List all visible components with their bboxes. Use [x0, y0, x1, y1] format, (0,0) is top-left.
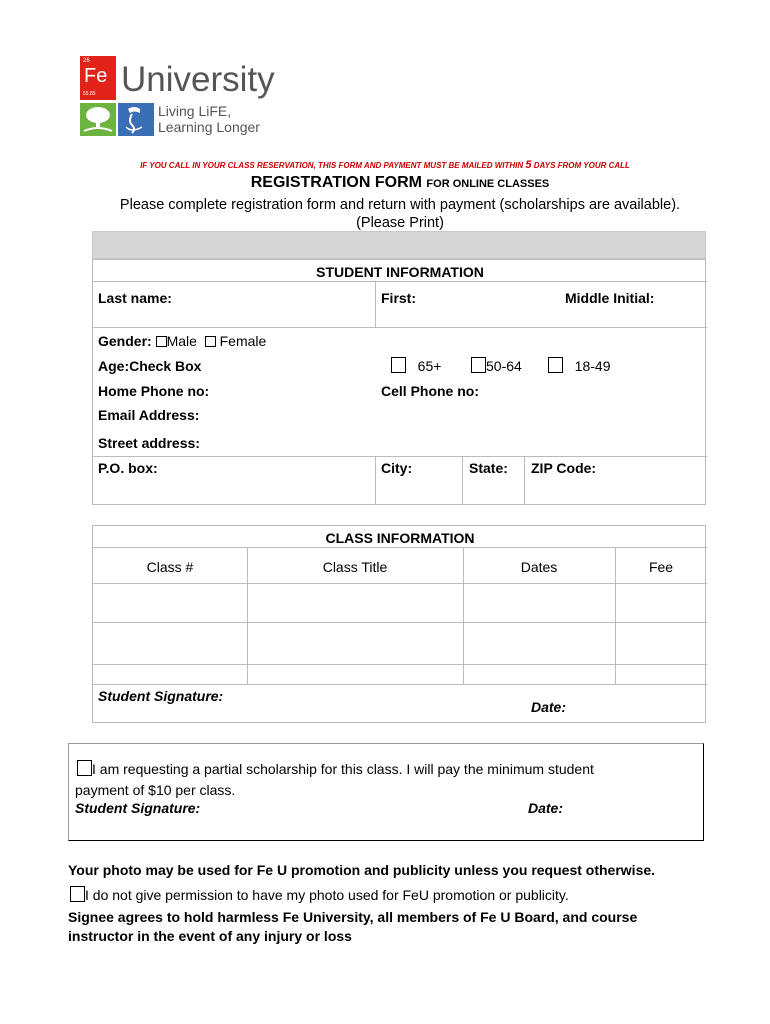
photo-optout-label: I do not give permission to have my photo used for FeU promotion or publicity.	[85, 887, 569, 903]
notice-part-1: IF YOU CALL IN YOUR CLASS RESERVATION, THIS FORM AND PAYMENT MUST BE MAILED WITHIN	[140, 161, 524, 170]
col-fee: Fee	[648, 559, 674, 575]
col-divider	[375, 456, 376, 505]
instructions-line-1: Please complete registration form and return with payment (scholarships are available).	[119, 197, 681, 213]
scholarship-checkbox[interactable]	[77, 760, 92, 776]
form-title	[0, 174, 770, 192]
age-label: Age:Check Box	[98, 358, 202, 374]
city-label: City:	[381, 460, 413, 476]
logo-tagline	[158, 103, 260, 135]
home-phone-label: Home Phone no:	[98, 383, 210, 399]
col-divider	[375, 281, 376, 327]
row-divider	[93, 281, 707, 282]
scholarship-text-1: I am requesting a partial scholarship for this class. I will pay the minimum student	[92, 761, 594, 777]
element-weight: 55.85	[83, 91, 96, 97]
state-label: State:	[469, 460, 508, 476]
class-info-header: CLASS INFORMATION	[325, 530, 475, 546]
age-18-checkbox[interactable]	[548, 357, 563, 373]
title-sub: FOR ONLINE CLASSES	[426, 178, 550, 190]
tagline-line-1: Living LiFE,	[158, 103, 232, 119]
photo-optout-row	[70, 886, 569, 903]
element-symbol: Fe	[84, 65, 108, 87]
gender-row	[98, 333, 266, 349]
water-icon	[118, 103, 154, 136]
title-main: REGISTRATION FORM	[250, 174, 422, 191]
scholarship-line-1	[77, 760, 594, 777]
photo-optout-checkbox[interactable]	[70, 886, 85, 902]
email-label: Email Address:	[98, 407, 200, 423]
student-info-header: STUDENT INFORMATION	[316, 264, 484, 280]
col-dates: Dates	[520, 559, 558, 575]
tree-icon	[80, 103, 116, 136]
row-divider	[93, 327, 707, 328]
street-label: Street address:	[98, 435, 200, 451]
mail-notice	[0, 159, 770, 171]
zip-label: ZIP Code:	[531, 460, 597, 476]
row-divider	[93, 684, 707, 685]
scholarship-date-label: Date:	[528, 800, 564, 816]
class-info-table	[92, 525, 706, 723]
header-gray-bar	[92, 231, 706, 259]
female-checkbox[interactable]	[205, 336, 216, 347]
col-class-number: Class #	[146, 559, 194, 575]
age-65-label: 65+	[417, 358, 442, 374]
element-number: 26	[83, 58, 90, 64]
class-date-label: Date:	[531, 699, 567, 715]
notice-part-2: DAYS FROM YOUR CALL	[533, 161, 630, 170]
scholarship-text-2: payment of $10 per class.	[75, 782, 236, 798]
row-divider	[93, 456, 707, 457]
gender-label: Gender:	[98, 333, 152, 349]
age-65-option	[391, 357, 441, 374]
age-50-checkbox[interactable]	[471, 357, 486, 373]
age-50-option	[471, 357, 522, 374]
age-65-checkbox[interactable]	[391, 357, 406, 373]
col-class-title: Class Title	[322, 559, 388, 575]
age-18-option	[548, 357, 610, 374]
tagline-line-2: Learning Longer	[158, 119, 260, 135]
instructions	[0, 196, 770, 232]
notice-days: 5	[525, 159, 532, 171]
university-logo-text: University	[121, 60, 275, 99]
harmless-line-2: instructor in the event of any injury or loss	[68, 928, 352, 944]
student-info-table	[92, 259, 706, 505]
cell-phone-label: Cell Phone no:	[381, 383, 479, 399]
col-divider	[462, 456, 463, 505]
photo-notice: Your photo may be used for Fe U promotion and publicity unless you request otherwise.	[68, 862, 656, 878]
scholarship-signature-label: Student Signature:	[75, 800, 201, 816]
po-box-label: P.O. box:	[98, 460, 158, 476]
male-label: Male	[166, 333, 197, 349]
fe-element-logo	[80, 56, 116, 100]
class-student-signature-label: Student Signature:	[98, 688, 224, 704]
scholarship-box	[68, 743, 704, 841]
age-18-label: 18-49	[574, 358, 611, 374]
harmless-line-1: Signee agrees to hold harmless Fe University, all members of Fe U Board, and course	[68, 909, 638, 925]
col-divider	[524, 456, 525, 505]
last-name-label: Last name:	[98, 290, 172, 306]
instructions-line-2: (Please Print)	[356, 215, 444, 231]
female-label: Female	[219, 333, 267, 349]
age-50-label: 50-64	[486, 358, 522, 374]
middle-initial-label: Middle Initial:	[565, 290, 655, 306]
first-name-label: First:	[381, 290, 416, 306]
male-checkbox[interactable]	[156, 336, 167, 347]
